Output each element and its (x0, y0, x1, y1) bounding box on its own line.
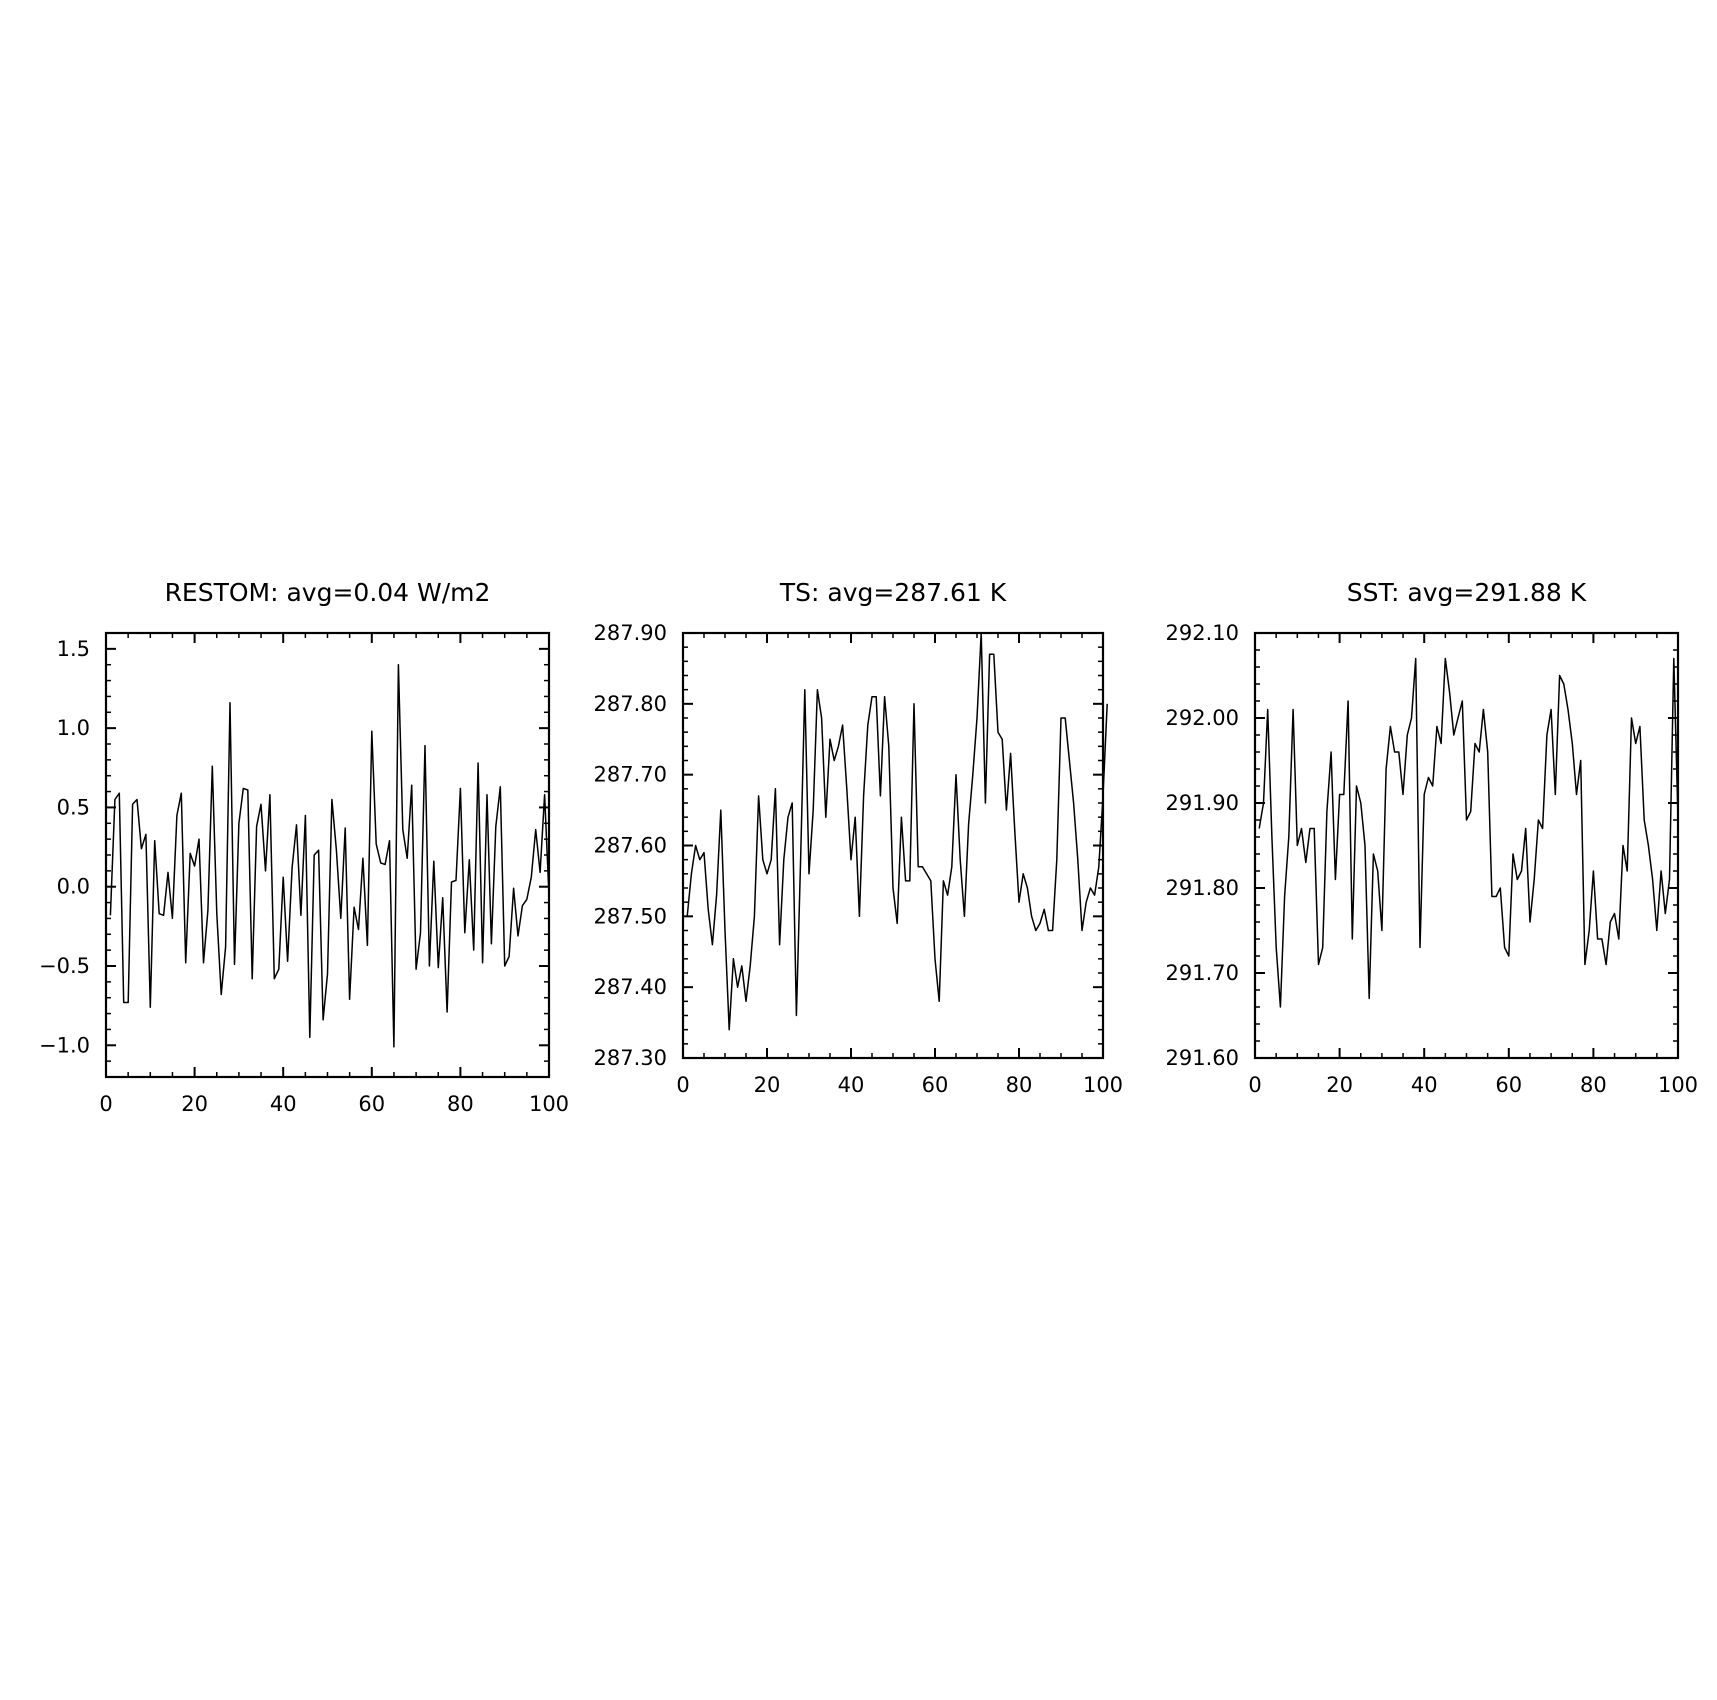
plot-frame (106, 633, 549, 1077)
x-tick-label: 60 (358, 1092, 386, 1116)
y-tick-label: 287.90 (593, 621, 667, 645)
plot-frame (1255, 633, 1678, 1058)
x-tick-label: 60 (1495, 1073, 1523, 1097)
y-tick-label: 291.70 (1165, 961, 1239, 985)
x-tick-label: 100 (528, 1092, 570, 1116)
y-tick-label: 287.50 (593, 904, 667, 929)
x-tick-label: 0 (1248, 1073, 1262, 1097)
panel-sst (1166, 578, 1699, 1097)
y-tick-label: 291.80 (1165, 876, 1239, 900)
series-line (110, 665, 549, 1047)
x-tick-label: 20 (753, 1073, 781, 1097)
x-tick-label: 80 (447, 1092, 474, 1116)
y-tick-label: 0.5 (56, 795, 90, 820)
y-tick-label: 287.80 (593, 691, 667, 716)
y-tick-label: 287.30 (593, 1046, 667, 1070)
panel-restom (39, 578, 569, 1116)
x-tick-label: 40 (269, 1092, 297, 1116)
series-line (687, 633, 1107, 1030)
panel-ts (594, 578, 1124, 1097)
chart-title: SST: avg=291.88 K (1346, 578, 1587, 607)
x-tick-label: 40 (837, 1073, 865, 1097)
y-tick-label: 291.60 (1165, 1046, 1239, 1070)
chart-title: TS: avg=287.61 K (779, 578, 1007, 607)
y-tick-label: 292.00 (1165, 706, 1239, 730)
x-tick-label: 100 (1082, 1073, 1124, 1097)
x-tick-label: 0 (676, 1073, 690, 1097)
x-tick-label: 40 (1410, 1073, 1438, 1097)
y-tick-label: 287.60 (593, 833, 667, 858)
y-tick-label: 287.40 (593, 975, 667, 1000)
y-tick-label: −0.5 (39, 954, 90, 978)
plot-frame (683, 633, 1103, 1058)
y-tick-label: 292.10 (1165, 621, 1239, 645)
x-tick-label: 0 (99, 1092, 113, 1116)
y-tick-label: 1.0 (56, 716, 90, 741)
x-tick-label: 20 (181, 1092, 208, 1116)
y-tick-label: 1.5 (56, 636, 90, 661)
y-tick-label: 287.70 (593, 762, 667, 787)
x-tick-label: 100 (1657, 1073, 1699, 1097)
x-tick-label: 80 (1580, 1073, 1607, 1097)
x-tick-label: 20 (1326, 1073, 1353, 1097)
x-tick-label: 80 (1005, 1073, 1033, 1097)
x-tick-label: 60 (921, 1073, 949, 1097)
series-line (1259, 659, 1678, 1008)
y-tick-label: 0.0 (56, 874, 90, 899)
chart-title: RESTOM: avg=0.04 W/m2 (164, 578, 491, 607)
y-tick-label: −1.0 (39, 1033, 90, 1058)
y-tick-label: 291.90 (1165, 791, 1239, 815)
